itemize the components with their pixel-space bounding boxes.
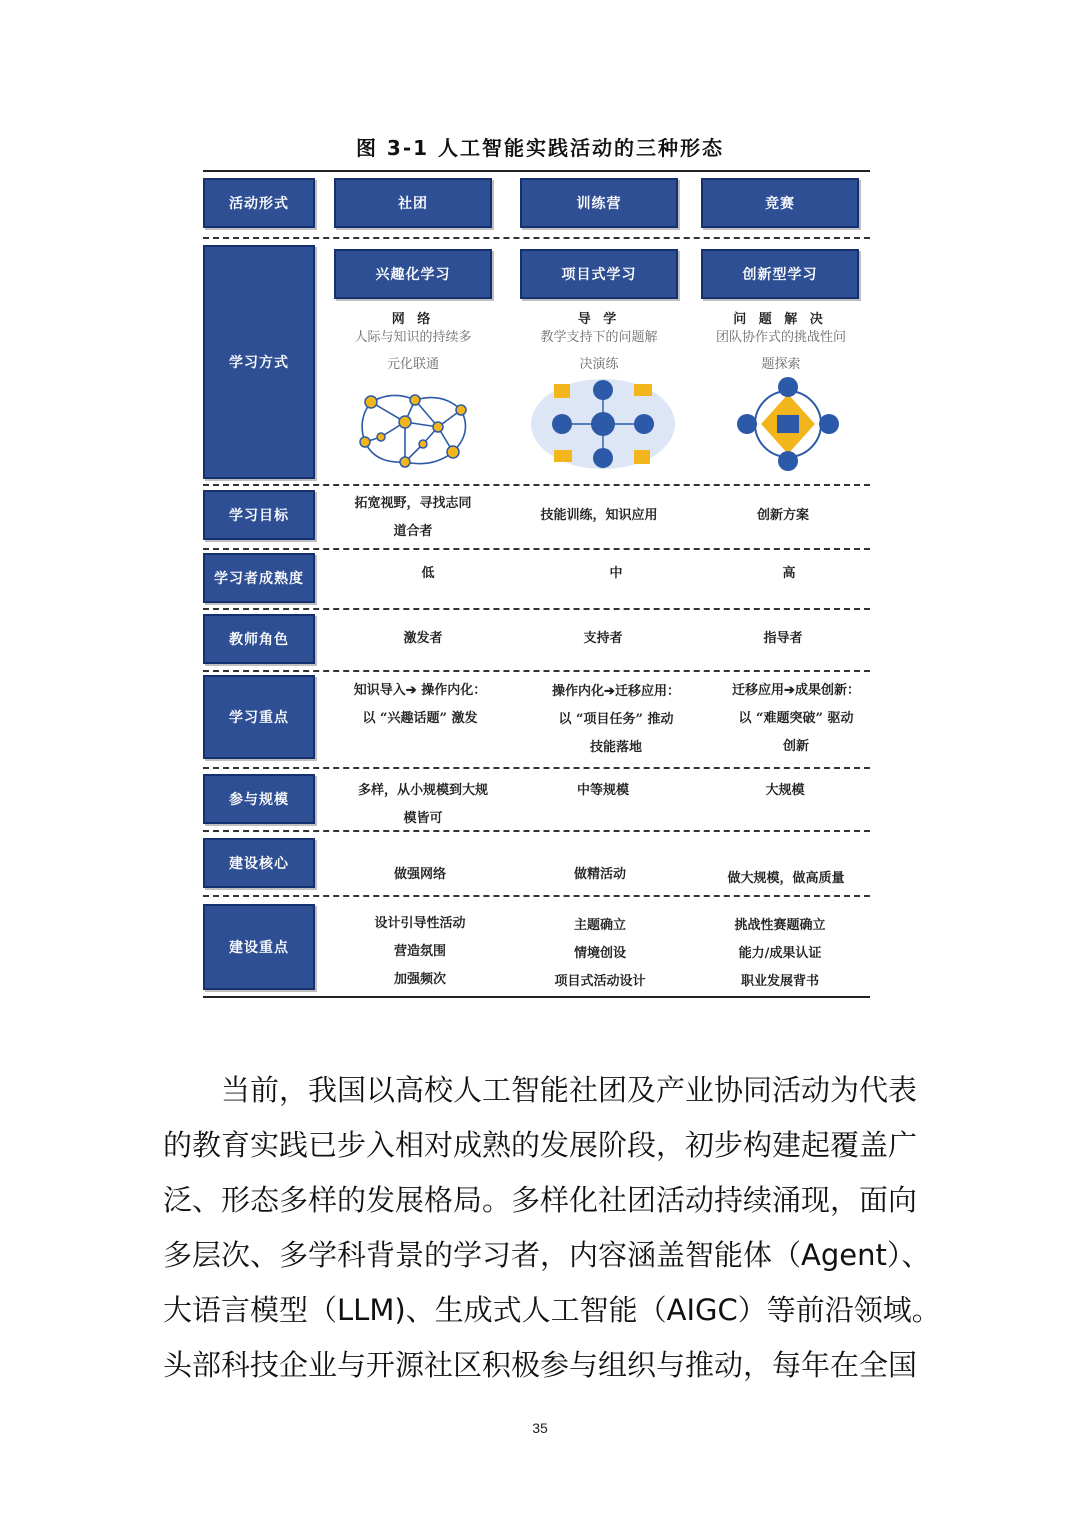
focus-club (329, 677, 511, 733)
solve-node (819, 414, 839, 434)
tool-icon (554, 384, 570, 398)
divider (203, 548, 870, 550)
key-contest (697, 912, 863, 996)
figure-table (203, 170, 870, 998)
method-desc-problem (693, 324, 869, 378)
divider (203, 767, 870, 769)
people-icon (552, 414, 572, 434)
computer-icon (554, 450, 572, 462)
network-node (400, 457, 410, 467)
maturity-club: 低 (421, 566, 435, 581)
row-label-learning-method: 学习方式 (203, 245, 315, 479)
mode-project: 项目式学习 (520, 249, 678, 299)
row-label-teacher-role: 教师角色 (203, 614, 315, 664)
center-problem-icon (777, 415, 799, 433)
cell-line: 技能落地 (589, 740, 642, 755)
cell-line: 情境创设 (573, 946, 626, 961)
paragraph-line: 大语言模型（LLM)、生成式人工智能（AIGC）等前沿领域。 (163, 1293, 941, 1327)
solve-node (737, 414, 757, 434)
book-icon (634, 384, 652, 396)
row-label-focus: 学习重点 (203, 675, 315, 759)
network-node (399, 416, 411, 428)
paragraph-line: 泛、形态多样的发展格局。多样化社团活动持续涌现，面向 (163, 1183, 918, 1217)
cell-line: 操作内化➔迁移应用： (552, 684, 680, 699)
goal-club (324, 490, 502, 546)
table-top-rule (203, 170, 870, 172)
row-label-core: 建设核心 (203, 838, 315, 888)
cell-line: 以 “项目任务” 推动 (558, 712, 674, 727)
scale-camp: 中等规模 (576, 783, 629, 798)
network-node (365, 396, 377, 408)
network-node (377, 433, 385, 441)
problem-solving-diagram (733, 374, 843, 474)
cell-line: 主题确立 (573, 918, 626, 933)
divider (203, 484, 870, 486)
desc-line: 团队协作式的挑战性问 (715, 330, 846, 345)
cell-line: 知识导入➔ 操作内化： (353, 683, 487, 698)
cell-line: 迁移应用➔成果创新： (732, 683, 860, 698)
cell-line: 多样，从小规模到大规 (357, 783, 488, 798)
cell-line: 拓宽视野，寻找志同 (354, 496, 472, 511)
maturity-camp: 中 (609, 566, 623, 581)
cell-line: 营造氛围 (393, 944, 446, 959)
network-node (433, 422, 443, 432)
divider (203, 670, 870, 672)
divider (203, 830, 870, 832)
people-icon (593, 380, 613, 400)
guided-learning-diagram (528, 376, 678, 472)
core-camp: 做精活动 (573, 867, 626, 882)
solve-node (778, 451, 798, 471)
cell-line: 道合者 (393, 524, 433, 539)
network-node (456, 405, 466, 415)
key-camp (520, 912, 680, 996)
network-node (419, 440, 427, 448)
cell-line: 设计引导性活动 (374, 916, 466, 931)
network-node (360, 437, 370, 447)
method-desc-network (324, 324, 502, 378)
divider (203, 895, 870, 897)
paragraph-line: 多层次、多学科背景的学习者，内容涵盖智能体（Agent）、 (163, 1238, 931, 1272)
mode-innovation: 创新型学习 (701, 249, 859, 299)
teacher-club: 激发者 (403, 631, 443, 646)
people-icon (634, 414, 654, 434)
focus-contest (703, 677, 889, 761)
cell-line: 挑战性赛题确立 (734, 918, 826, 933)
goal-camp: 技能训练，知识应用 (540, 508, 658, 523)
maturity-contest: 高 (782, 566, 796, 581)
cell-line: 模皆可 (403, 811, 443, 826)
divider (203, 608, 870, 610)
header-label-box: 活动形式 (203, 178, 315, 228)
header-col-contest: 竞赛 (701, 178, 859, 228)
network-node (410, 395, 420, 405)
table-bottom-rule (203, 996, 870, 998)
desc-line: 元化联通 (386, 357, 439, 372)
header-col-camp: 训练营 (520, 178, 678, 228)
row-label-goal: 学习目标 (203, 490, 315, 540)
cell-line: 以 “兴趣话题” 激发 (362, 711, 478, 726)
cell-line: 以 “难题突破” 驱动 (738, 711, 854, 726)
goal-contest: 创新方案 (756, 508, 809, 523)
cell-line: 加强频次 (393, 972, 446, 987)
focus-camp (521, 678, 711, 762)
cell-line: 项目式活动设计 (554, 974, 646, 989)
network-node (447, 446, 459, 458)
desc-line: 人际与知识的持续多 (354, 330, 472, 345)
body-paragraph (163, 1068, 941, 1398)
desc-line: 题探索 (761, 357, 801, 372)
teacher-contest: 指导者 (763, 631, 803, 646)
paragraph-line: 的教育实践已步入相对成熟的发展阶段，初步构建起覆盖广 (163, 1128, 918, 1162)
page-number: 35 (532, 1420, 548, 1436)
row-label-maturity: 学习者成熟度 (203, 553, 315, 603)
desc-line: 教学支持下的问题解 (540, 330, 658, 345)
cell-line: 创新 (782, 739, 809, 754)
paragraph-line: 头部科技企业与开源社区积极参与组织与推动，每年在全国 (163, 1348, 918, 1382)
figure-title: 图 3-1 人工智能实践活动的三种形态 (355, 136, 725, 160)
divider (203, 237, 870, 239)
team-icon (634, 450, 650, 464)
method-title-guided: 导 学 (577, 312, 621, 327)
teacher-camp: 支持者 (583, 631, 623, 646)
scale-club (334, 777, 512, 833)
paragraph-line: 当前，我国以高校人工智能社团及产业协同活动为代表 (221, 1073, 918, 1107)
row-label-key-points: 建设重点 (203, 904, 315, 990)
desc-line: 决演练 (579, 357, 619, 372)
key-club (334, 910, 506, 994)
solve-node (778, 377, 798, 397)
scale-contest: 大规模 (765, 783, 805, 798)
cell-line: 能力/成果认证 (738, 946, 822, 961)
method-desc-guided (508, 324, 690, 378)
network-diagram (353, 382, 478, 472)
cell-line: 职业发展背书 (740, 974, 819, 989)
mode-interest: 兴趣化学习 (334, 249, 492, 299)
core-contest: 做大规模，做高质量 (727, 871, 845, 886)
header-col-club: 社团 (334, 178, 492, 228)
row-label-scale: 参与规模 (203, 774, 315, 824)
method-title-network: 网 络 (391, 312, 435, 327)
core-club: 做强网络 (393, 867, 446, 882)
center-node-icon (591, 412, 615, 436)
people-icon (593, 448, 613, 468)
method-title-problem: 问 题 解 决 (733, 312, 827, 327)
